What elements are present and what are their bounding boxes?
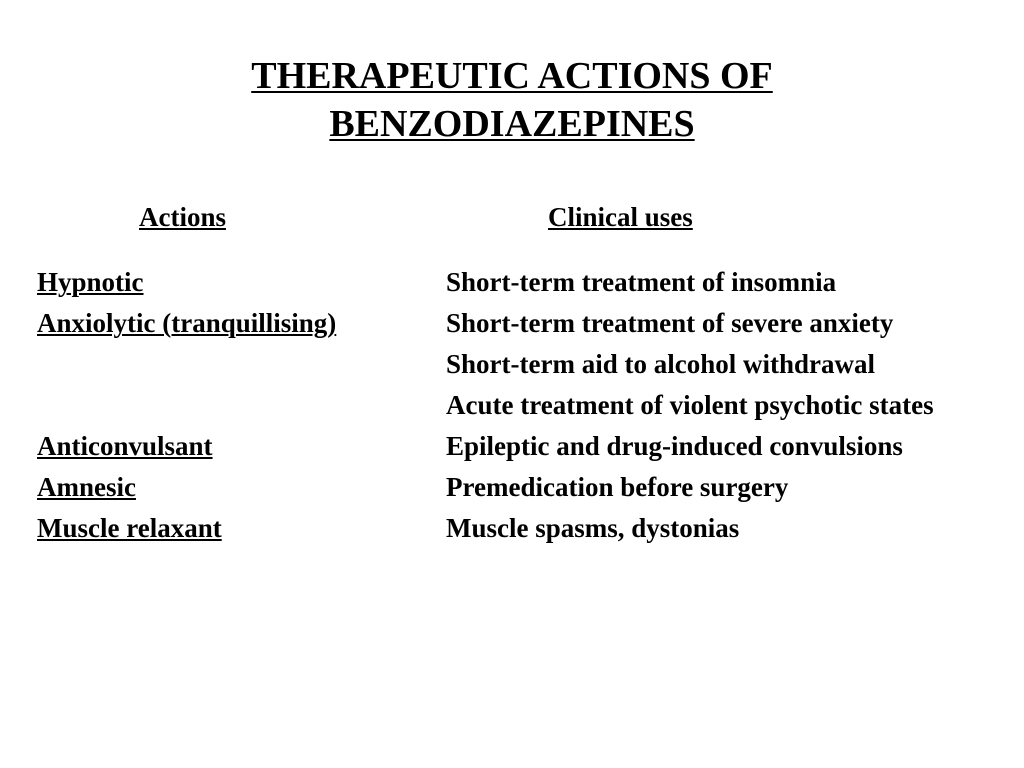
slide-title-line-1: THERAPEUTIC ACTIONS OF [251, 55, 773, 97]
clinical-uses-column-header: Clinical uses [548, 202, 693, 232]
clinical-uses-cell [446, 508, 987, 549]
action-label: Amnesic [37, 472, 136, 502]
table-row [37, 303, 987, 426]
slide-title-line-2: BENZODIAZEPINES [329, 103, 695, 145]
clinical-uses-cell [446, 303, 987, 426]
table-row [37, 508, 987, 549]
table-row [37, 467, 987, 508]
clinical-use: Short-term treatment of insomnia [446, 267, 837, 297]
table-row [37, 426, 987, 467]
action-label: Muscle relaxant [37, 513, 222, 543]
slide-title [0, 52, 1024, 148]
action-label: Hypnotic [37, 267, 144, 297]
clinical-use: Premedication before surgery [446, 472, 789, 502]
actions-uses-table [37, 262, 987, 549]
actions-column-header: Actions [139, 202, 226, 232]
clinical-uses-cell [446, 262, 987, 303]
table-row [37, 262, 987, 303]
clinical-use: Muscle spasms, dystonias [446, 513, 740, 543]
clinical-use: Short-term treatment of severe anxiety [446, 308, 894, 338]
clinical-use: Short-term aid to alcohol withdrawal [446, 349, 875, 379]
clinical-use: Acute treatment of violent psychotic states [446, 390, 934, 420]
action-label: Anticonvulsant [37, 431, 213, 461]
action-label: Anxiolytic (tranquillising) [37, 308, 337, 338]
clinical-uses-cell [446, 426, 987, 467]
clinical-uses-cell [446, 467, 987, 508]
clinical-use: Epileptic and drug-induced convulsions [446, 431, 903, 461]
